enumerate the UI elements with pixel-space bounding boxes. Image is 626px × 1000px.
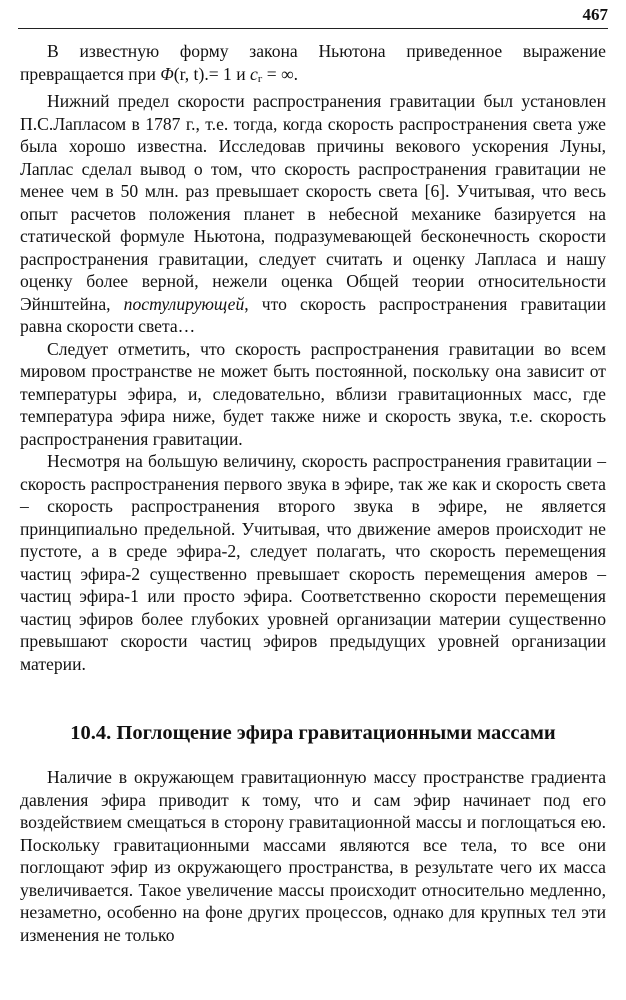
header-rule: [18, 28, 608, 29]
body-text: [20, 40, 606, 946]
paragraph-1-mid: .= 1 и: [204, 63, 251, 84]
paragraph-3: Следует отметить, что скорость распространения гравитации во всем мировом пространстве не может быть постоянной, поскольку она зависит от температуры эфира, и, следовательно, вблизи гравитационных масс, где температура эфира ниже, будет также ниже и скорость звука, т.е. скорость распространения гравитации.: [20, 338, 606, 449]
paragraph-1-end: = ∞.: [262, 63, 299, 84]
paragraph-2-text: Нижний предел скорости распространения гравитации был установлен П.С.Лапласом в 1787 г., т.е. тогда, когда скорость распространения света уже была хорошо известна. Исследовав причины векового ускорения Луны, Лаплас сделал вывод о том, что скорость распространения гравитации не менее чем в 50 млн. раз превышает скорость света [6]. Учитывая, что весь опыт расчетов положения планет в небесной механике базируется на статической формуле Ньютона, подразумевающей бесконечность скорости распространения гравитации, следует считать и оценку Лапласа и нашу оценку более верной, нежели оценка Общей теории относительности Эйнштейна,: [20, 91, 606, 314]
paragraph-1: [20, 40, 606, 90]
c-subscript: г: [257, 72, 263, 85]
section-paragraph: Наличие в окружающем гравитационную массу пространстве градиента давления эфира приводит к тому, что и сам эфир начинает под его воздействием смещаться в сторону гравитационной массы и поглощаться ею. Поскольку гравитационными массами являются все тела, то все они поглощают эфир из окружающего пространства, в результате чего их масса увеличивается. Такое увеличение массы происходит относительно медленно, незаметно, особенно на фоне других процессов, однако для крупных тел эти изменения не только: [20, 767, 606, 945]
phi-args: (r, t): [173, 63, 205, 84]
paragraph-2: [20, 90, 606, 338]
paragraph-2-italic: постулирующей: [123, 293, 245, 314]
phi-symbol: Φ: [160, 63, 174, 84]
paragraph-1-text: В известную форму закона Ньютона приведенное выражение превращается при: [20, 41, 606, 84]
paragraph-2-end: , что скорость распространения гравитации равна скорости света…: [20, 293, 606, 336]
c-symbol: c: [250, 63, 258, 84]
paragraph-4: Несмотря на большую величину, скорость распространения гравитации – скорость распространения первого звука в эфире, так же как и скорость света – скорость распространения второго звука в эфире, не является принципиально предельной. Учитывая, что движение амеров происходит не пустоте, а в среде эфира-2, следует полагать, что скорость перемещения частиц эфира-2 существенно превышает скорость перемещения амеров – частиц эфира-1 или просто эфира. Соответственно скорости перемещения частиц эфиров более глубоких уровней организации материи существенно превышают скорости частиц эфиров предыдущих уровней организации материи.: [20, 451, 606, 674]
section-heading: 10.4. Поглощение эфира гравитационными массами: [70, 722, 556, 744]
page-number: 467: [582, 5, 608, 24]
